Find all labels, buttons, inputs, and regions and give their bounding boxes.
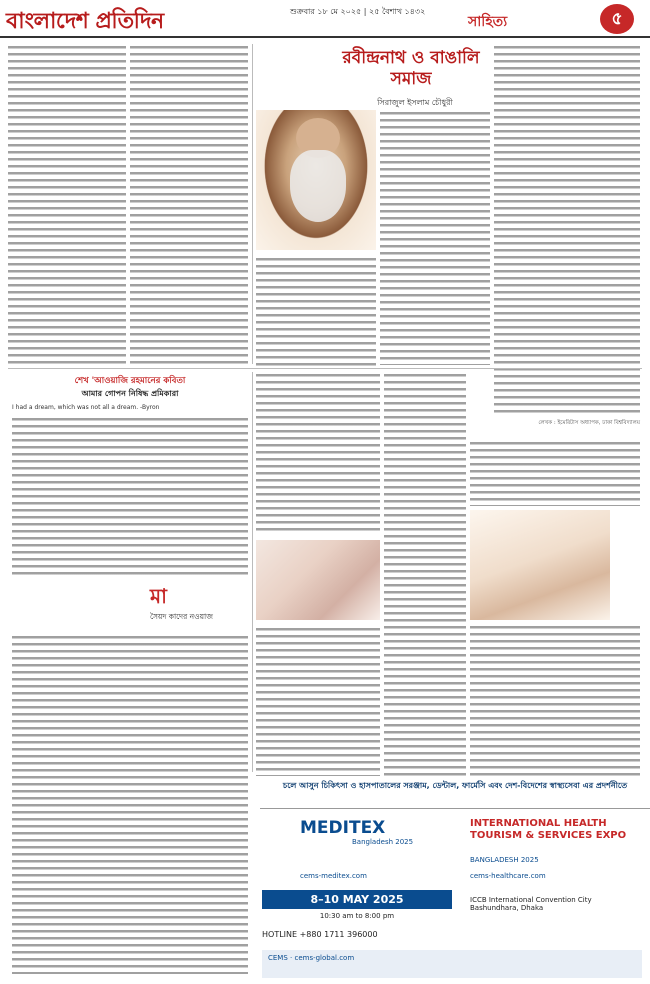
story-body-3 [384, 372, 466, 776]
dateline: শুক্রবার ১৮ মে ২০২৫ | ২৫ বৈশাখ ১৪৩২ [290, 7, 426, 16]
story-body-1 [256, 372, 380, 532]
meditex-url: cems-meditex.com [300, 872, 367, 880]
article-byline: সিরাজুল ইসলাম চৌধুরী [377, 98, 453, 107]
section-title: সাহিত্য [468, 14, 508, 30]
page-number-badge: ৫ [600, 4, 634, 34]
column-divider [252, 372, 253, 772]
women-illustration [470, 510, 610, 620]
portrait-beard [290, 150, 346, 222]
newspaper-logo: বাংলাদেশ প্রতিদিন [6, 8, 164, 34]
poem-section-title: শেখ 'আওয়াজি রহমানের কবিতা [74, 376, 186, 386]
column-divider [252, 44, 253, 364]
poem-body [12, 416, 248, 576]
story-body-4 [470, 440, 640, 506]
meditex-logo: MEDITEX [300, 818, 386, 838]
health-expo-title: INTERNATIONAL HEALTH TOURISM & SERVICES EXPO [470, 818, 627, 841]
story-body-2 [256, 626, 380, 776]
story-body-left [12, 634, 248, 974]
meditex-subtitle: Bangladesh 2025 [352, 838, 414, 846]
article-column-1 [8, 44, 126, 364]
poem-subtitle: আমার গোপন নিষিদ্ধ প্রমিকারা [81, 389, 179, 398]
health-expo-subtitle: BANGLADESH 2025 [470, 856, 539, 864]
article-column-5 [256, 256, 376, 366]
article-column-3 [380, 110, 490, 365]
expo-venue: ICCB International Convention City Bashundhara, Dhaka [470, 896, 592, 912]
article-column-4 [494, 44, 640, 414]
ad-hotline: HOTLINE +880 1711 396000 [262, 930, 378, 939]
poem-epigraph: I had a dream, which was not all a dream. -Byron [12, 404, 160, 411]
ad-organizer: CEMS · cems-global.com [262, 950, 642, 978]
health-url: cems-healthcare.com [470, 872, 546, 880]
mother-illustration [256, 540, 380, 620]
expo-time: 10:30 am to 8:00 pm [319, 912, 395, 920]
article-headline: রবীন্দ্রনাথ ও বাঙালি সমাজ [342, 48, 480, 89]
ad-banner: চলে আসুন চিকিৎসা ও হাসপাতালের সরঞ্জাম, ডেন্টাল, ফার্মেসি এবং দেশ-বিদেশের স্বাস্থ্যসেবা এর প্রদর্শনীতে [282, 781, 628, 790]
section-divider [8, 368, 642, 369]
article-column-2 [130, 44, 248, 364]
story-title: মা [150, 584, 167, 608]
story-body-5 [470, 624, 640, 776]
expo-dates: 8–10 MAY 2025 [262, 890, 452, 909]
story-author: সৈয়দ কাদের নওয়াজ [150, 612, 213, 621]
author-note: লেখক : ইমেরিটাস অধ্যাপক, ঢাকা বিশ্ববিদ্যালয় [538, 420, 640, 426]
